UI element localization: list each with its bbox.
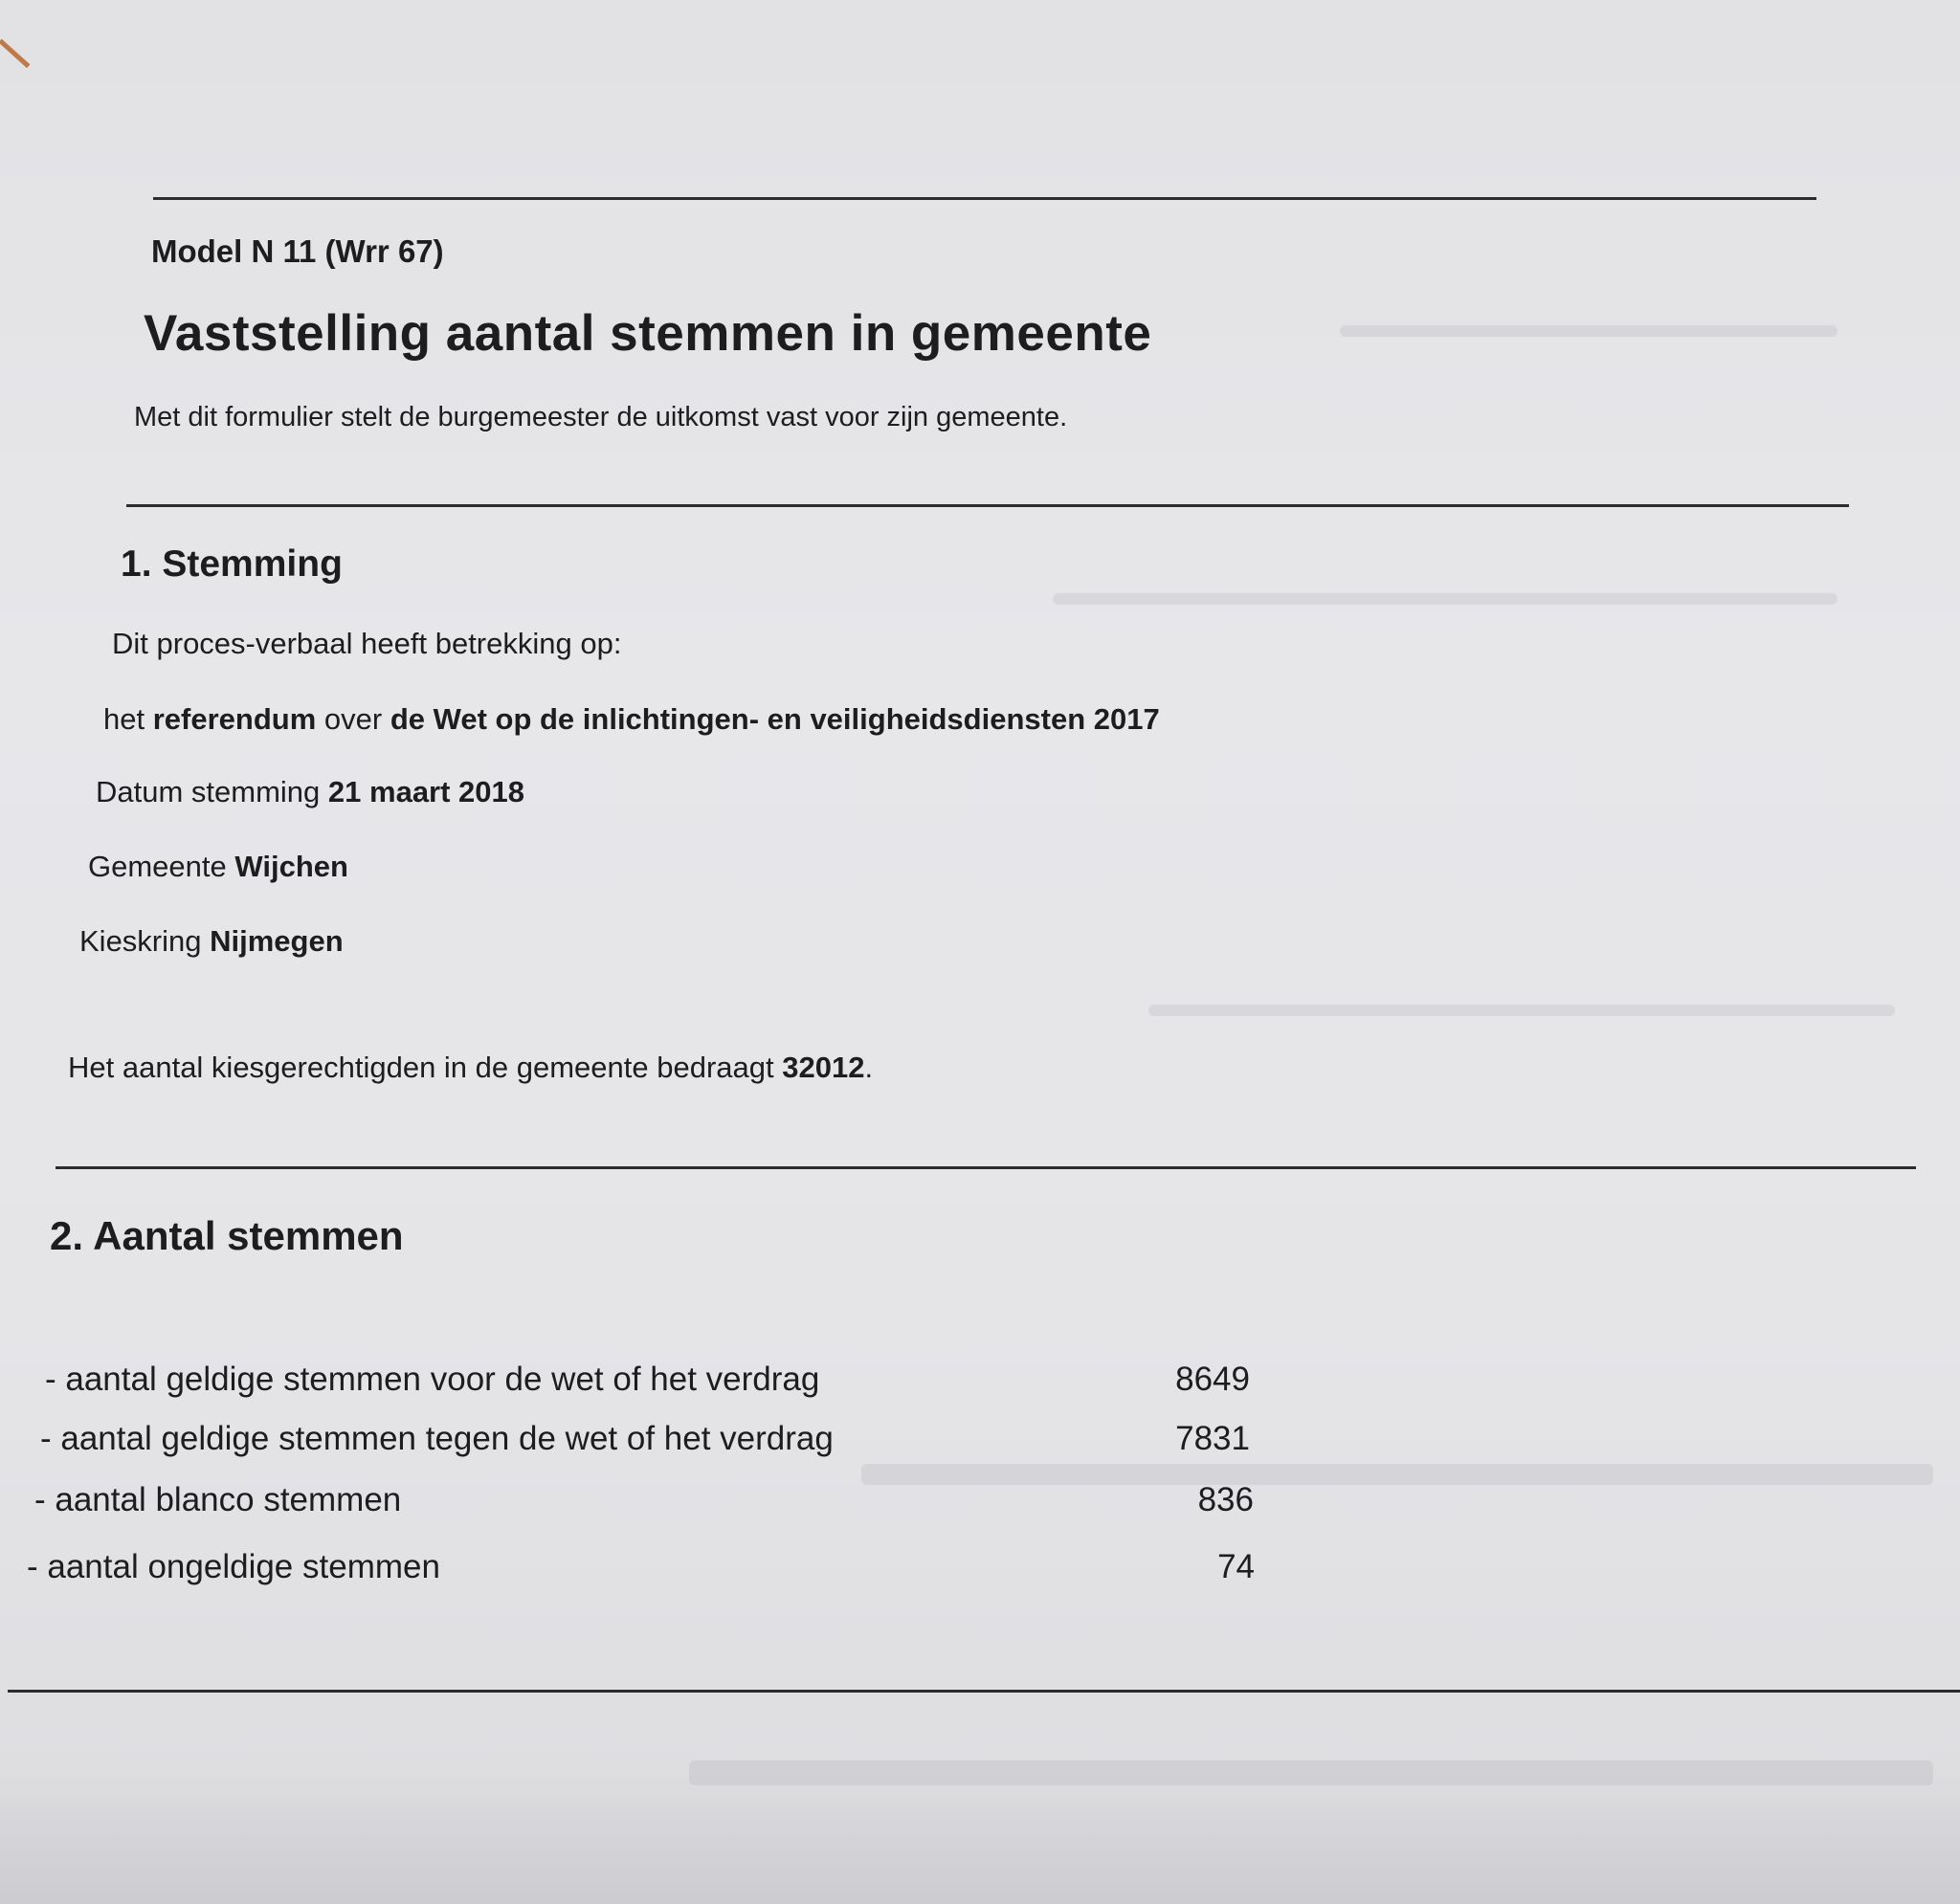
- referendum-line: [103, 702, 1160, 737]
- eligible-voters-line: [68, 1051, 873, 1085]
- date-label: Datum stemming: [96, 775, 321, 808]
- municipality-line: [88, 850, 348, 884]
- eligible-value: 32012: [782, 1051, 865, 1084]
- section1-heading: 1. Stemming: [121, 543, 343, 585]
- section1-intro: Dit proces-verbaal heeft betrekking op:: [112, 627, 622, 660]
- referendum-subject: de Wet op de inlichtingen- en veiligheidsdiensten 2017: [390, 702, 1160, 736]
- section2-heading: 2. Aantal stemmen: [50, 1213, 404, 1258]
- referendum-prefix: het: [103, 702, 145, 736]
- blank-votes-label: - aantal blanco stemmen: [34, 1481, 402, 1518]
- bleed-through-mark: [1340, 325, 1838, 337]
- eligible-prefix: Het aantal kiesgerechtigden in de gemeente bedraagt: [68, 1051, 774, 1084]
- district-label: Kieskring: [79, 924, 202, 958]
- divider-top: [153, 197, 1816, 200]
- eligible-suffix: .: [864, 1051, 874, 1084]
- invalid-votes-value: 74: [1217, 1548, 1255, 1585]
- bleed-through-mark: [1148, 1005, 1895, 1016]
- page-subtitle: Met dit formulier stelt de burgemeester de uitkomst vast voor zijn gemeente.: [134, 402, 1068, 432]
- page-shadow: [0, 1770, 1960, 1904]
- referendum-word: referendum: [152, 702, 317, 736]
- divider-section1: [126, 504, 1849, 507]
- district-value: Nijmegen: [210, 924, 344, 958]
- date-value: 21 maart 2018: [327, 775, 525, 808]
- district-line: [79, 924, 344, 959]
- model-label: Model N 11 (Wrr 67): [151, 233, 444, 269]
- votes-for-value: 8649: [1175, 1361, 1250, 1398]
- date-line: [96, 775, 524, 809]
- divider-section2: [56, 1166, 1916, 1169]
- municipality-label: Gemeente: [88, 850, 227, 883]
- referendum-over: over: [323, 702, 383, 736]
- blank-votes-value: 836: [1197, 1481, 1254, 1518]
- votes-against-value: 7831: [1175, 1420, 1250, 1457]
- votes-for-label: - aantal geldige stemmen voor de wet of het verdrag: [45, 1361, 820, 1398]
- bleed-through-mark: [1053, 593, 1838, 605]
- page-title: Vaststelling aantal stemmen in gemeente: [144, 305, 1152, 362]
- votes-against-label: - aantal geldige stemmen tegen de wet of het verdrag: [40, 1420, 834, 1457]
- bleed-through-mark: [861, 1464, 1933, 1485]
- pencil-tip: [0, 39, 30, 68]
- divider-bottom: [8, 1690, 1960, 1693]
- municipality-value: Wijchen: [234, 850, 348, 883]
- invalid-votes-label: - aantal ongeldige stemmen: [27, 1548, 440, 1585]
